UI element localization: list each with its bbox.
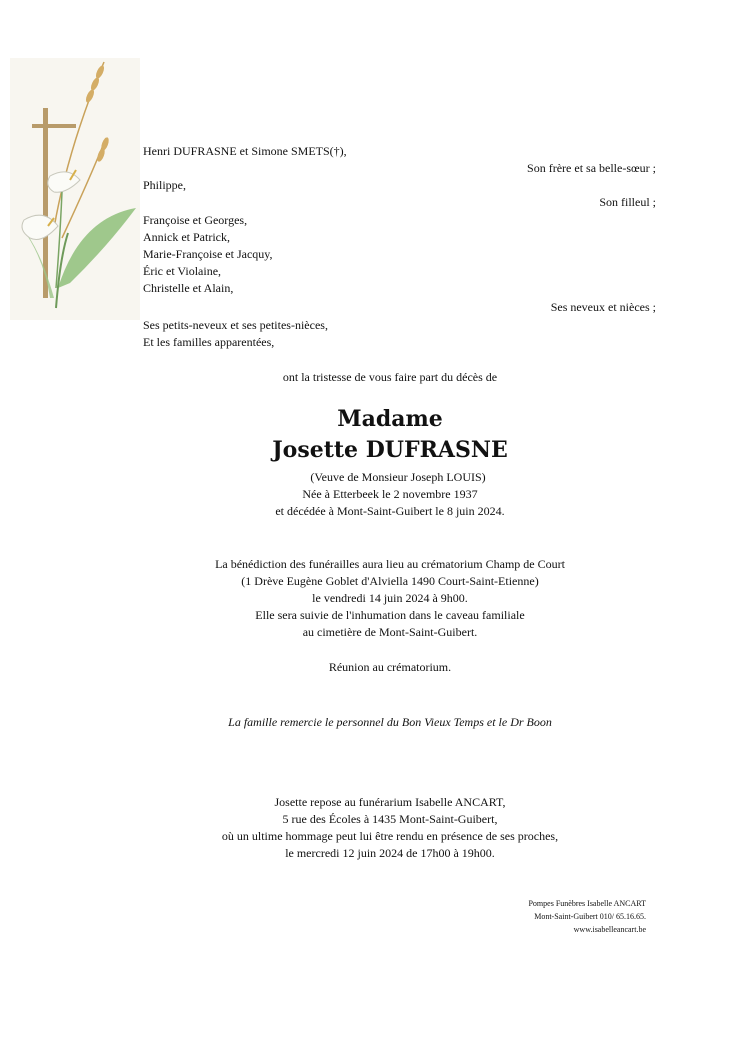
visitation-line: 5 rue des Écoles à 1435 Mont-Saint-Guibert, [282,812,498,826]
family-brother: Henri DUFRASNE et Simone SMETS(†), [143,144,347,158]
nephew-entry: Annick et Patrick, [143,230,230,244]
visitation-line: où un ultime hommage peut lui être rendu en présence de ses proches, [221,829,559,843]
others-entry: Et les familles apparentées, [143,335,275,349]
cross-lily-illustration [10,58,140,320]
nephew-entry: Éric et Violaine, [143,264,222,278]
family-brother-relation: Son frère et sa belle-sœur ; [527,161,656,175]
ceremony-line: La bénédiction des funérailles aura lieu au crématorium Champ de Court [215,557,565,571]
family-nephews-list [143,212,273,297]
deceased-died: et décédée à Mont-Saint-Guibert le 8 juin 2024. [275,504,505,518]
ceremony-line: Elle sera suivie de l'inhumation dans le caveau familiale [255,608,525,622]
ceremony-line: (1 Drève Eugène Goblet d'Alviella 1490 Court-Saint-Etienne) [241,574,539,588]
footer-phone: Mont-Saint-Guibert 010/ 65.16.65. [534,912,646,921]
thanks-text: La famille remercie le personnel du Bon Vieux Temps et le Dr Boon [228,715,552,729]
ceremony-line: le vendredi 14 juin 2024 à 9h00. [312,591,468,605]
footer-web: www.isabelleancart.be [573,925,646,934]
deceased-title: Madame [337,406,443,432]
footer-company: Pompes Funèbres Isabelle ANCART [528,899,646,908]
family-godson: Philippe, [143,178,187,192]
family-godson-relation: Son filleul ; [599,195,656,209]
family-nephews-relation: Ses neveux et nièces ; [550,300,656,314]
deceased-name: Josette DUFRASNE [272,437,508,463]
nephew-entry: Christelle et Alain, [143,281,234,295]
visitation-line: Josette repose au funérarium Isabelle ANCART, [274,795,506,809]
family-others-list [143,317,328,351]
ceremony-block [18,556,744,641]
reunion-text: Réunion au crématorium. [328,660,452,674]
deceased-widow: (Veuve de Monsieur Joseph LOUIS) [310,470,486,484]
visitation-line: le mercredi 12 juin 2024 de 17h00 à 19h00. [285,846,495,860]
others-entry: Ses petits-neveux et ses petites-nièces, [143,318,328,332]
deceased-born: Née à Etterbeek le 2 novembre 1937 [302,487,478,501]
cross-lily-icon [10,58,140,320]
visitation-block [18,794,744,862]
nephew-entry: Françoise et Georges, [143,213,248,227]
announcement-text: ont la tristesse de vous faire part du décès de [282,370,498,384]
nephew-entry: Marie-Françoise et Jacquy, [143,247,273,261]
ceremony-line: au cimetière de Mont-Saint-Guibert. [302,625,478,639]
